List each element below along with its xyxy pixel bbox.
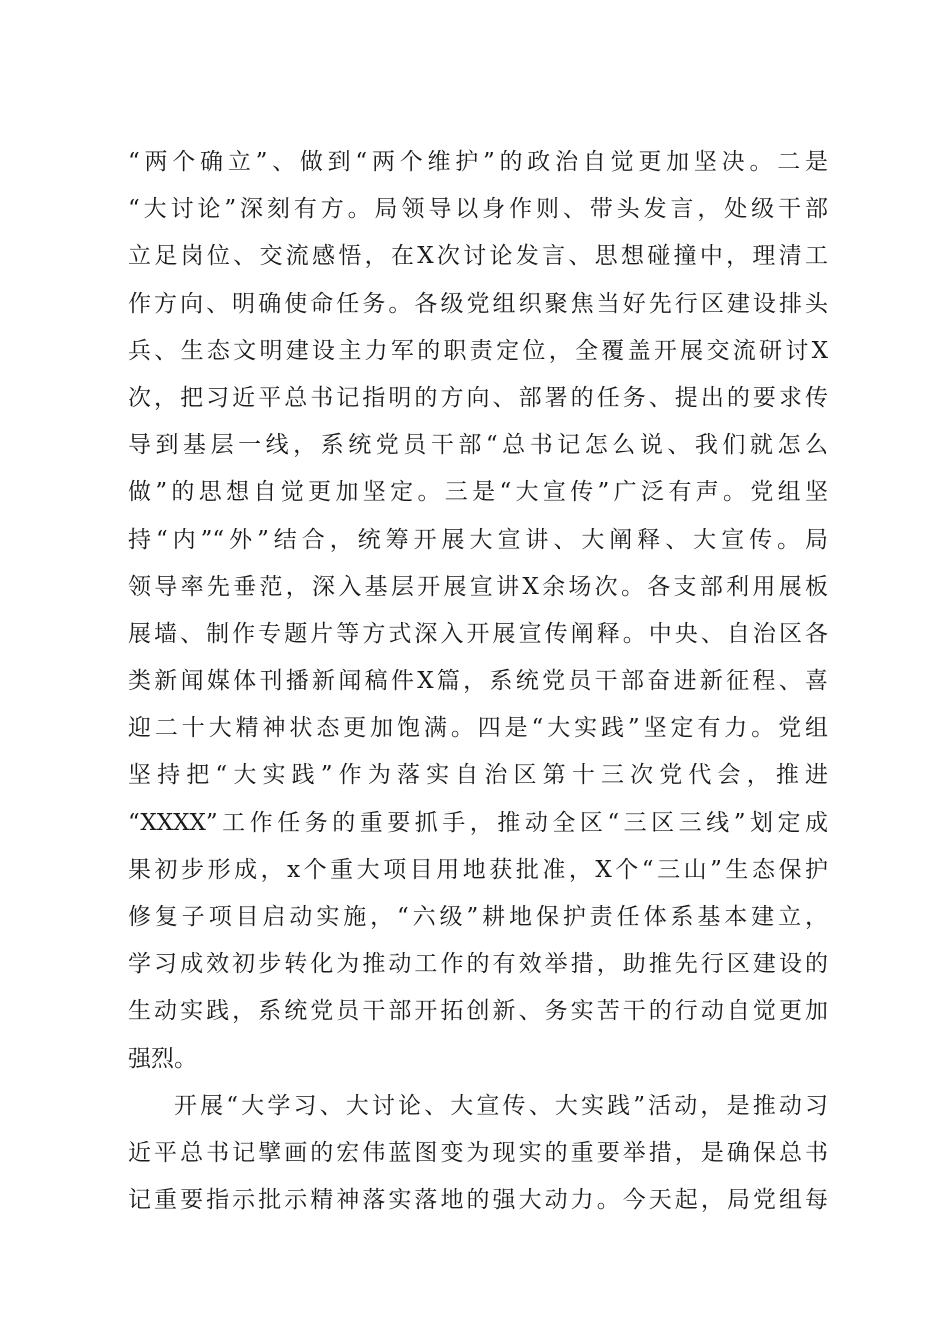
text-line: 学习成效初步转化为推动工作的有效举措，助推先行区建设的 <box>128 951 828 978</box>
body-text <box>128 139 828 1224</box>
text-line: “大讨论”深刻有方。局领导以身作则、带头发言，处级干部 <box>128 196 828 223</box>
text-line: 做”的思想自觉更加坚定。三是“大宣传”广泛有声。党组坚 <box>128 479 828 506</box>
paragraph-first-line: 开展“大学习、大讨论、大宣传、大实践”活动，是推动习 <box>174 1092 828 1119</box>
text-line: 展墙、制作专题片等方式深入开展宣传阐释。中央、自治区各 <box>128 620 828 647</box>
text-line: 导到基层一线，系统党员干部“总书记怎么说、我们就怎么 <box>128 432 828 459</box>
text-line: 立足岗位、交流感悟，在X次讨论发言、思想碰撞中，理清工 <box>128 243 828 270</box>
text-line: 记重要指示批示精神落实落地的强大动力。今天起，局党组每 <box>128 1187 828 1214</box>
text-line: 迎二十大精神状态更加饱满。四是“大实践”坚定有力。党组 <box>128 715 828 742</box>
text-line: 果初步形成，x个重大项目用地获批准，X个“三山”生态保护 <box>128 856 828 883</box>
text-line: 近平总书记擘画的宏伟蓝图变为现实的重要举措，是确保总书 <box>128 1139 828 1166</box>
text-line: “XXXX”工作任务的重要抓手，推动全区“三区三线”划定成 <box>128 809 828 836</box>
text-line: 坚持把“大实践”作为落实自治区第十三次党代会，推进 <box>128 762 828 789</box>
text-line: 领导率先垂范，深入基层开展宣讲X余场次。各支部利用展板 <box>128 573 828 600</box>
text-line: 兵、生态文明建设主力军的职责定位，全覆盖开展交流研讨X <box>128 337 828 364</box>
text-line: 持“内”“外”结合，统筹开展大宣讲、大阐释、大宣传。局 <box>128 526 828 553</box>
text-line: 修复子项目启动实施，“六级”耕地保护责任体系基本建立， <box>128 904 828 930</box>
text-line: 作方向、明确使命任务。各级党组织聚焦当好先行区建设排头 <box>128 290 828 317</box>
text-line: 生动实践，系统党员干部开拓创新、务实苦干的行动自觉更加 <box>128 998 828 1025</box>
text-line: “两个确立”、做到“两个维护”的政治自觉更加坚决。二是 <box>128 149 828 175</box>
text-line: 类新闻媒体刊播新闻稿件X篇，系统党员干部奋进新征程、喜 <box>128 668 828 695</box>
paragraph-end-line: 强烈。 <box>128 1045 197 1072</box>
text-line: 次，把习近平总书记指明的方向、部署的任务、提出的要求传 <box>128 384 828 411</box>
